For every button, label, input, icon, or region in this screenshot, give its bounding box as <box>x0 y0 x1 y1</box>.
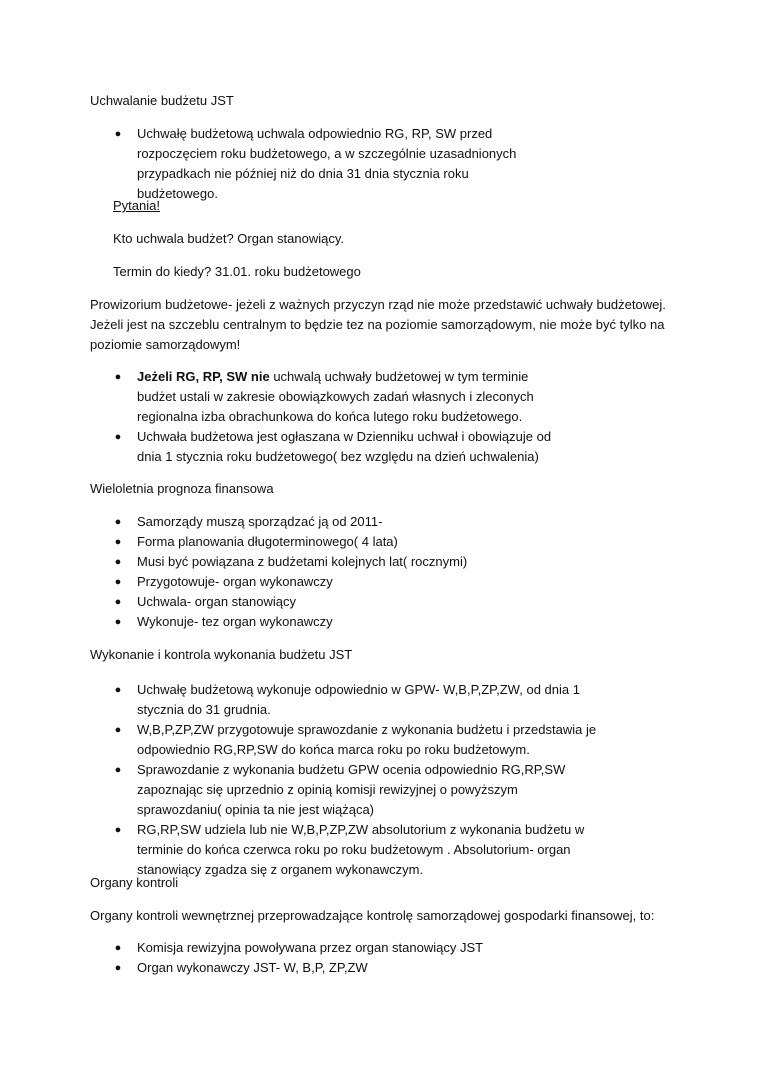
list-item <box>0 820 680 880</box>
list-item <box>0 427 680 467</box>
list-item <box>0 367 680 427</box>
list-item <box>0 512 680 532</box>
bullet-dot-icon: ● <box>114 536 122 548</box>
list-item <box>0 612 680 632</box>
list-item <box>0 552 680 572</box>
bullet-dot-icon: ● <box>114 942 122 954</box>
list-item-bold-text: Jeżeli RG, RP, SW nie <box>137 369 270 384</box>
bullet-list-control-bodies <box>0 938 680 978</box>
bullet-dot-icon: ● <box>114 371 122 383</box>
list-item-text: W,B,P,ZP,ZW przygotowuje sprawozdanie z wykonania budżetu i przedstawia je odpowiednio RG,RP,SW do końca marca roku po roku budżetowym. <box>137 722 597 757</box>
list-item-text: Uchwała budżetowa jest ogłaszana w Dzienniku uchwał i obowiązuje od dnia 1 stycznia roku budżetowego( bez względu na dzień uchwalenia) <box>137 429 552 464</box>
questions-label: Pytania! <box>113 198 160 213</box>
bullet-dot-icon: ● <box>114 576 122 588</box>
question-2: Termin do kiedy? 31.01. roku budżetowego <box>113 264 361 279</box>
section-heading-budget-adoption: Uchwalanie budżetu JST <box>90 93 234 108</box>
provisional-budget-paragraph: Prowizorium budżetowe- jeżeli z ważnych przyczyn rząd nie może przedstawić uchwały budżetowej. Jeżeli jest na szczeblu centralnym to będzie tez na poziomie samorządowym, nie może być tylko na poziomie samorządowym! <box>90 297 666 352</box>
list-item-text: Musi być powiązana z budżetami kolejnych lat( rocznymi) <box>137 554 468 569</box>
bullet-dot-icon: ● <box>114 431 122 443</box>
list-item <box>0 572 680 592</box>
list-item-text: Uchwałę budżetową wykonuje odpowiednio w GPW- W,B,P,ZP,ZW, od dnia 1 stycznia do 31 grudnia. <box>137 682 580 717</box>
bullet-dot-icon: ● <box>114 684 122 696</box>
control-bodies-paragraph: Organy kontroli wewnętrznej przeprowadzające kontrolę samorządowej gospodarki finansowej, to: <box>90 908 655 923</box>
bullet-dot-icon: ● <box>114 128 122 140</box>
list-item-text: RG,RP,SW udziela lub nie W,B,P,ZP,ZW absolutorium z wykonania budżetu w terminie do końca czerwca roku po roku budżetowym . Absolutorium- organ stanowiący zgadza się z organem wykonawczym. <box>137 822 585 877</box>
bullet-dot-icon: ● <box>114 724 122 736</box>
question-1: Kto uchwala budżet? Organ stanowiący. <box>113 231 345 246</box>
bullet-dot-icon: ● <box>114 962 122 974</box>
bullet-dot-icon: ● <box>114 516 122 528</box>
list-item-text: Wykonuje- tez organ wykonawczy <box>137 614 333 629</box>
list-item-text: Przygotowuje- organ wykonawczy <box>137 574 333 589</box>
list-item <box>0 958 680 978</box>
list-item-text: Uchwałę budżetową uchwala odpowiednio RG, RP, SW przed rozpoczęciem roku budżetowego, a w szczególnie uzasadnionych przypadkach nie później niż do dnia 31 dnia stycznia roku budżetowego. <box>137 126 517 201</box>
list-item-text: Komisja rewizyjna powoływana przez organ stanowiący JST <box>137 940 484 955</box>
bullet-list-provisional <box>0 367 680 467</box>
list-item <box>0 592 680 612</box>
list-item-text: Sprawozdanie z wykonania budżetu GPW ocenia odpowiednio RG,RP,SW zapoznając się uprzednio z opinią komisji rewizyjnej o powyższym sprawozdaniu( opinia ta nie jest wiążąca) <box>137 762 566 817</box>
list-item-text: Samorządy muszą sporządzać ją od 2011- <box>137 514 383 529</box>
list-item-text: Uchwala- organ stanowiący <box>137 594 296 609</box>
list-item-text: uchwalą uchwały budżetowej w tym terminie budżet ustali w zakresie obowiązkowych zadań własnych i zleconych regionalna izba obrachunkowa do końca lutego roku budżetowego. <box>137 369 534 424</box>
bullet-dot-icon: ● <box>114 824 122 836</box>
list-item-text: Forma planowania długoterminowego( 4 lata) <box>137 534 398 549</box>
bullet-dot-icon: ● <box>114 556 122 568</box>
list-item <box>0 938 680 958</box>
bullet-list-execution-control <box>0 680 680 880</box>
bullet-dot-icon: ● <box>114 764 122 776</box>
section-heading-execution-control: Wykonanie i kontrola wykonania budżetu JST <box>90 647 353 662</box>
list-item <box>0 720 680 760</box>
section-heading-control-bodies: Organy kontroli <box>90 875 179 890</box>
list-item <box>0 680 680 720</box>
list-item-text: Organ wykonawczy JST- W, B,P, ZP,ZW <box>137 960 368 975</box>
list-item <box>0 532 680 552</box>
bullet-list-multiyear-forecast <box>0 512 680 632</box>
bullet-list-budget-adoption <box>0 124 680 204</box>
list-item <box>0 760 680 820</box>
section-heading-multiyear-forecast: Wieloletnia prognoza finansowa <box>90 481 274 496</box>
list-item <box>0 124 680 204</box>
bullet-dot-icon: ● <box>114 596 122 608</box>
bullet-dot-icon: ● <box>114 616 122 628</box>
